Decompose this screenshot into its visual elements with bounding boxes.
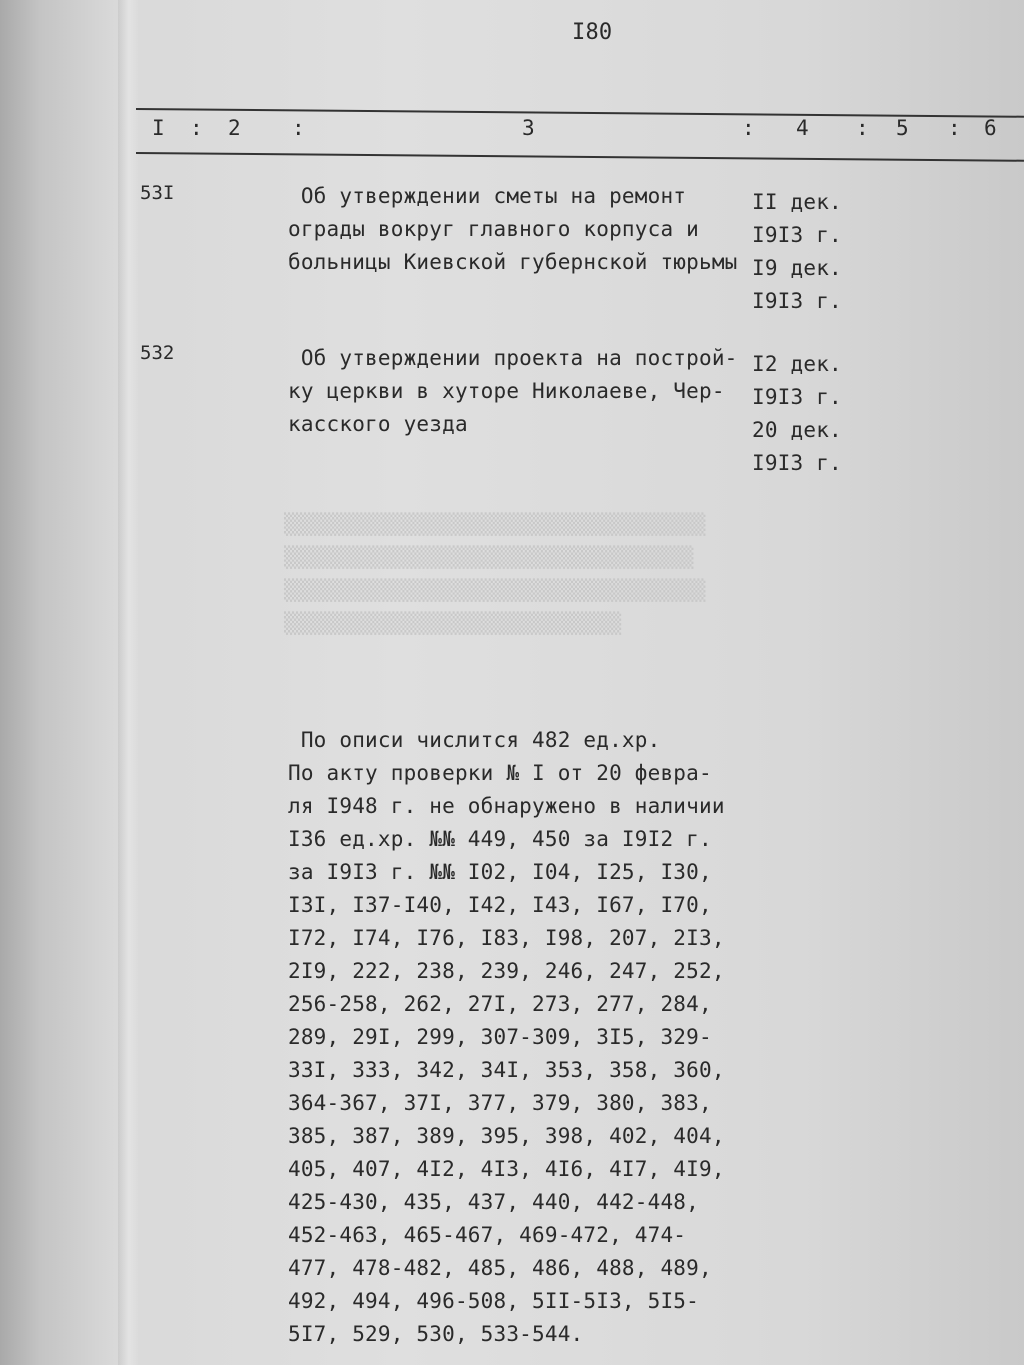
column-separator: : [292, 116, 305, 140]
entry-title-line: ограды вокруг главного корпуса и [288, 217, 699, 241]
column-header-2: 2 [228, 116, 241, 140]
column-header-6: 6 [984, 116, 997, 140]
entry-number: 532 [140, 342, 175, 364]
note-line: 256-258, 262, 27I, 273, 277, 284, [288, 992, 712, 1016]
note-line: 477, 478-482, 485, 486, 488, 489, [288, 1256, 712, 1280]
entry-date-line: I9 дек. [752, 256, 842, 280]
note-line: По акту проверки № I от 20 февра- [288, 761, 712, 785]
entry-title-line: ку церкви в хуторе Николаеве, Чер- [288, 379, 725, 403]
entry-title [288, 342, 738, 441]
table-header-top-rule [136, 108, 1024, 118]
note-line: 425-430, 435, 437, 440, 442-448, [288, 1190, 699, 1214]
entry-date-line: I9I3 г. [752, 223, 842, 247]
column-separator: : [856, 116, 869, 140]
entry-title-line: больницы Киевской губернской тюрьмы [288, 250, 738, 274]
note-line: 2I9, 222, 238, 239, 246, 247, 252, [288, 959, 725, 983]
column-header-5: 5 [896, 116, 909, 140]
column-header-4: 4 [796, 116, 809, 140]
note-line: за I9I3 г. №№ I02, I04, I25, I30, [288, 860, 712, 884]
entry-date-line: 20 дек. [752, 418, 842, 442]
note-line: 5I7, 529, 530, 533-544. [288, 1322, 584, 1346]
note-line: 289, 29I, 299, 307-309, 3I5, 329- [288, 1025, 712, 1049]
table-header-bottom-rule [136, 152, 1024, 162]
bleed-through-text: ▒▒▒▒▒▒▒▒▒▒▒▒▒▒▒▒▒▒▒▒▒▒▒▒▒▒▒▒▒▒▒▒▒▒▒ ▒▒▒▒▒▒▒▒▒▒▒▒▒▒▒▒▒▒▒▒▒▒▒▒▒▒▒▒▒▒▒▒▒▒ ▒▒▒▒▒▒▒▒▒▒▒▒▒▒▒▒▒▒▒▒▒▒▒▒▒▒▒▒▒▒▒▒▒▒▒ ▒▒▒▒▒▒▒▒▒▒▒▒▒▒▒▒▒▒▒▒▒▒▒▒▒▒▒▒ [284, 512, 706, 635]
column-separator: : [742, 116, 755, 140]
entry-date-line: I9I3 г. [752, 289, 842, 313]
column-separator: : [190, 116, 203, 140]
entry-dates [752, 186, 842, 318]
note-line: I72, I74, I76, I83, I98, 207, 2I3, [288, 926, 725, 950]
note-line: I3I, I37-I40, I42, I43, I67, I70, [288, 893, 712, 917]
note-line: ля I948 г. не обнаружено в наличии [288, 794, 725, 818]
entry-title-line: Об утверждении сметы на ремонт [288, 184, 687, 208]
entry-title [288, 180, 738, 279]
note-line: 405, 407, 4I2, 4I3, 4I6, 4I7, 4I9, [288, 1157, 725, 1181]
note-line: 364-367, 37I, 377, 379, 380, 383, [288, 1091, 712, 1115]
note-line: 452-463, 465-467, 469-472, 474- [288, 1223, 687, 1247]
page-number: I80 [572, 20, 613, 45]
entry-date-line: I9I3 г. [752, 385, 842, 409]
entry-title-line: касского уезда [288, 412, 468, 436]
column-header-1: I [152, 116, 165, 140]
note-line: По описи числится 482 ед.хр. [288, 728, 661, 752]
note-line: 492, 494, 496-508, 5II-5I3, 5I5- [288, 1289, 699, 1313]
entry-number: 53I [140, 182, 175, 204]
note-line: 385, 387, 389, 395, 398, 402, 404, [288, 1124, 725, 1148]
entry-title-line: Об утверждении проекта на построй- [288, 346, 738, 370]
inventory-verification-note [288, 724, 725, 1351]
entry-dates [752, 348, 842, 480]
entry-date-line: I2 дек. [752, 352, 842, 376]
note-line: I36 ед.хр. №№ 449, 450 за I9I2 г. [288, 827, 712, 851]
page-spine-shadow [118, 0, 140, 1365]
note-line: 33I, 333, 342, 34I, 353, 358, 360, [288, 1058, 725, 1082]
column-header-3: 3 [522, 116, 535, 140]
entry-date-line: I9I3 г. [752, 451, 842, 475]
column-separator: : [948, 116, 961, 140]
entry-date-line: II дек. [752, 190, 842, 214]
